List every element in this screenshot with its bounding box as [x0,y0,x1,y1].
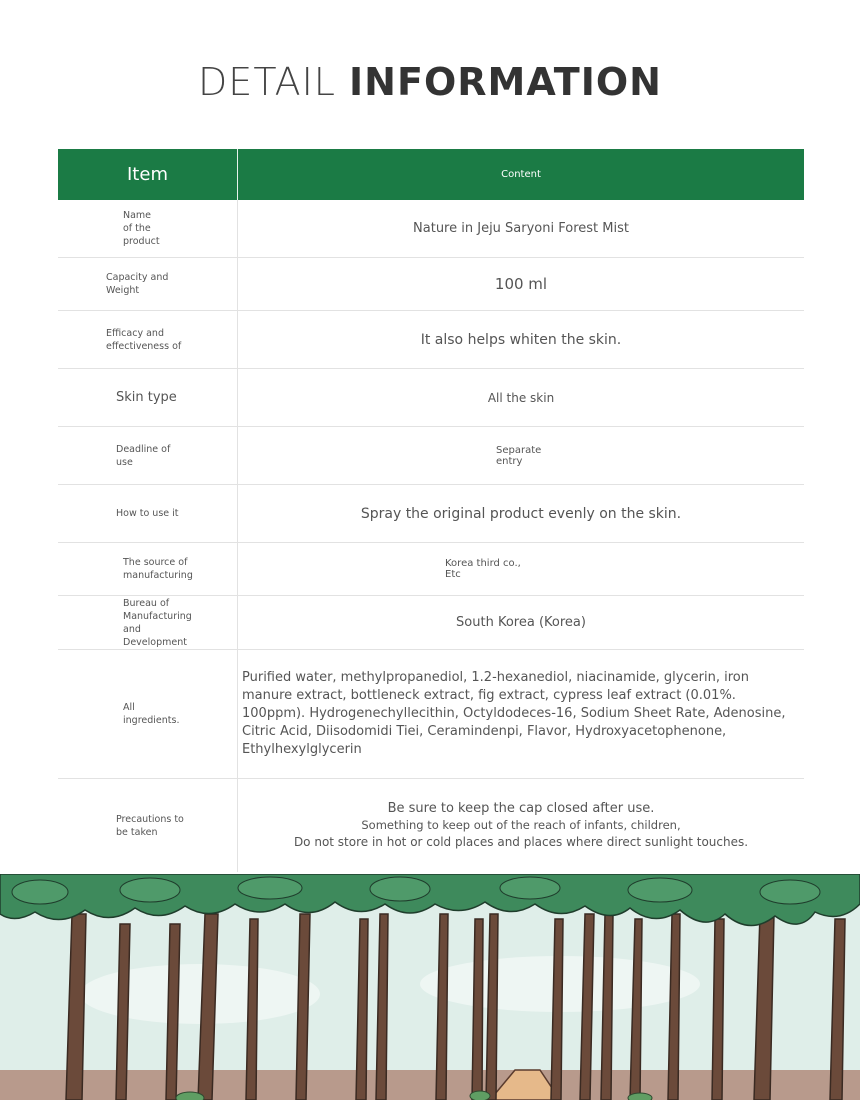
row-label: The source of manufacturing [58,543,238,595]
row-value: Spray the original product evenly on the skin. [360,505,682,522]
row-value: All the skin [487,390,555,405]
row-value: Nature in Jeju Saryoni Forest Mist [413,221,629,236]
row-label: How to use it [58,485,238,542]
precaution-line: Be sure to keep the cap closed after use. [387,801,655,816]
table-row [58,200,804,258]
precaution-line: Something to keep out of the reach of infants, children, [361,818,681,832]
page-title [0,60,860,104]
row-label: Deadline of use [58,427,238,484]
title-light: DETAIL [198,60,336,104]
row-label: Name of the product [58,200,238,257]
table-row [58,485,804,543]
title-bold: INFORMATION [349,60,662,104]
row-label: Bureau of Manufacturing and Development [58,596,238,649]
row-label: Capacity and Weight [58,258,238,310]
table-row [58,543,804,596]
precaution-line: Do not store in hot or cold places and places where direct sunlight touches. [293,835,749,849]
row-value [238,779,804,872]
table-row [58,258,804,311]
row-label: Skin type [58,369,238,426]
table-header [58,149,804,200]
detail-table [58,149,804,872]
header-content: Content [501,169,541,180]
row-value: Separate entry [496,444,542,467]
row-value: It also helps whiten the skin. [420,331,622,348]
forest-illustration [0,874,860,1100]
table-row [58,311,804,369]
row-value: 100 ml [494,275,548,293]
row-label: Efficacy and effectiveness of [58,311,238,368]
row-value: Korea third co., Etc [445,558,521,580]
row-label: All ingredients. [58,650,238,778]
table-row [58,596,804,650]
row-label: Precautions to be taken [58,779,238,872]
row-value: South Korea (Korea) [456,615,586,630]
table-row [58,779,804,872]
row-value: Purified water, methylpropanediol, 1.2-hexanediol, niacinamide, glycerin, iron manure extract, bottleneck extract, fig extract, cypress leaf extract (0.01%. 100ppm). Hydrogenechyllecithin, Octyldodeces-16, Sodium Sheet Rate, Adenosine, Citric Acid, Diisodomidi Tiei, Ceramindenpi, Flavor, Hydroxyacetophenone, Ethylhexylglycerin [242,670,786,757]
header-item: Item [58,149,238,200]
table-row [58,369,804,427]
table-row [58,650,804,779]
table-row [58,427,804,485]
